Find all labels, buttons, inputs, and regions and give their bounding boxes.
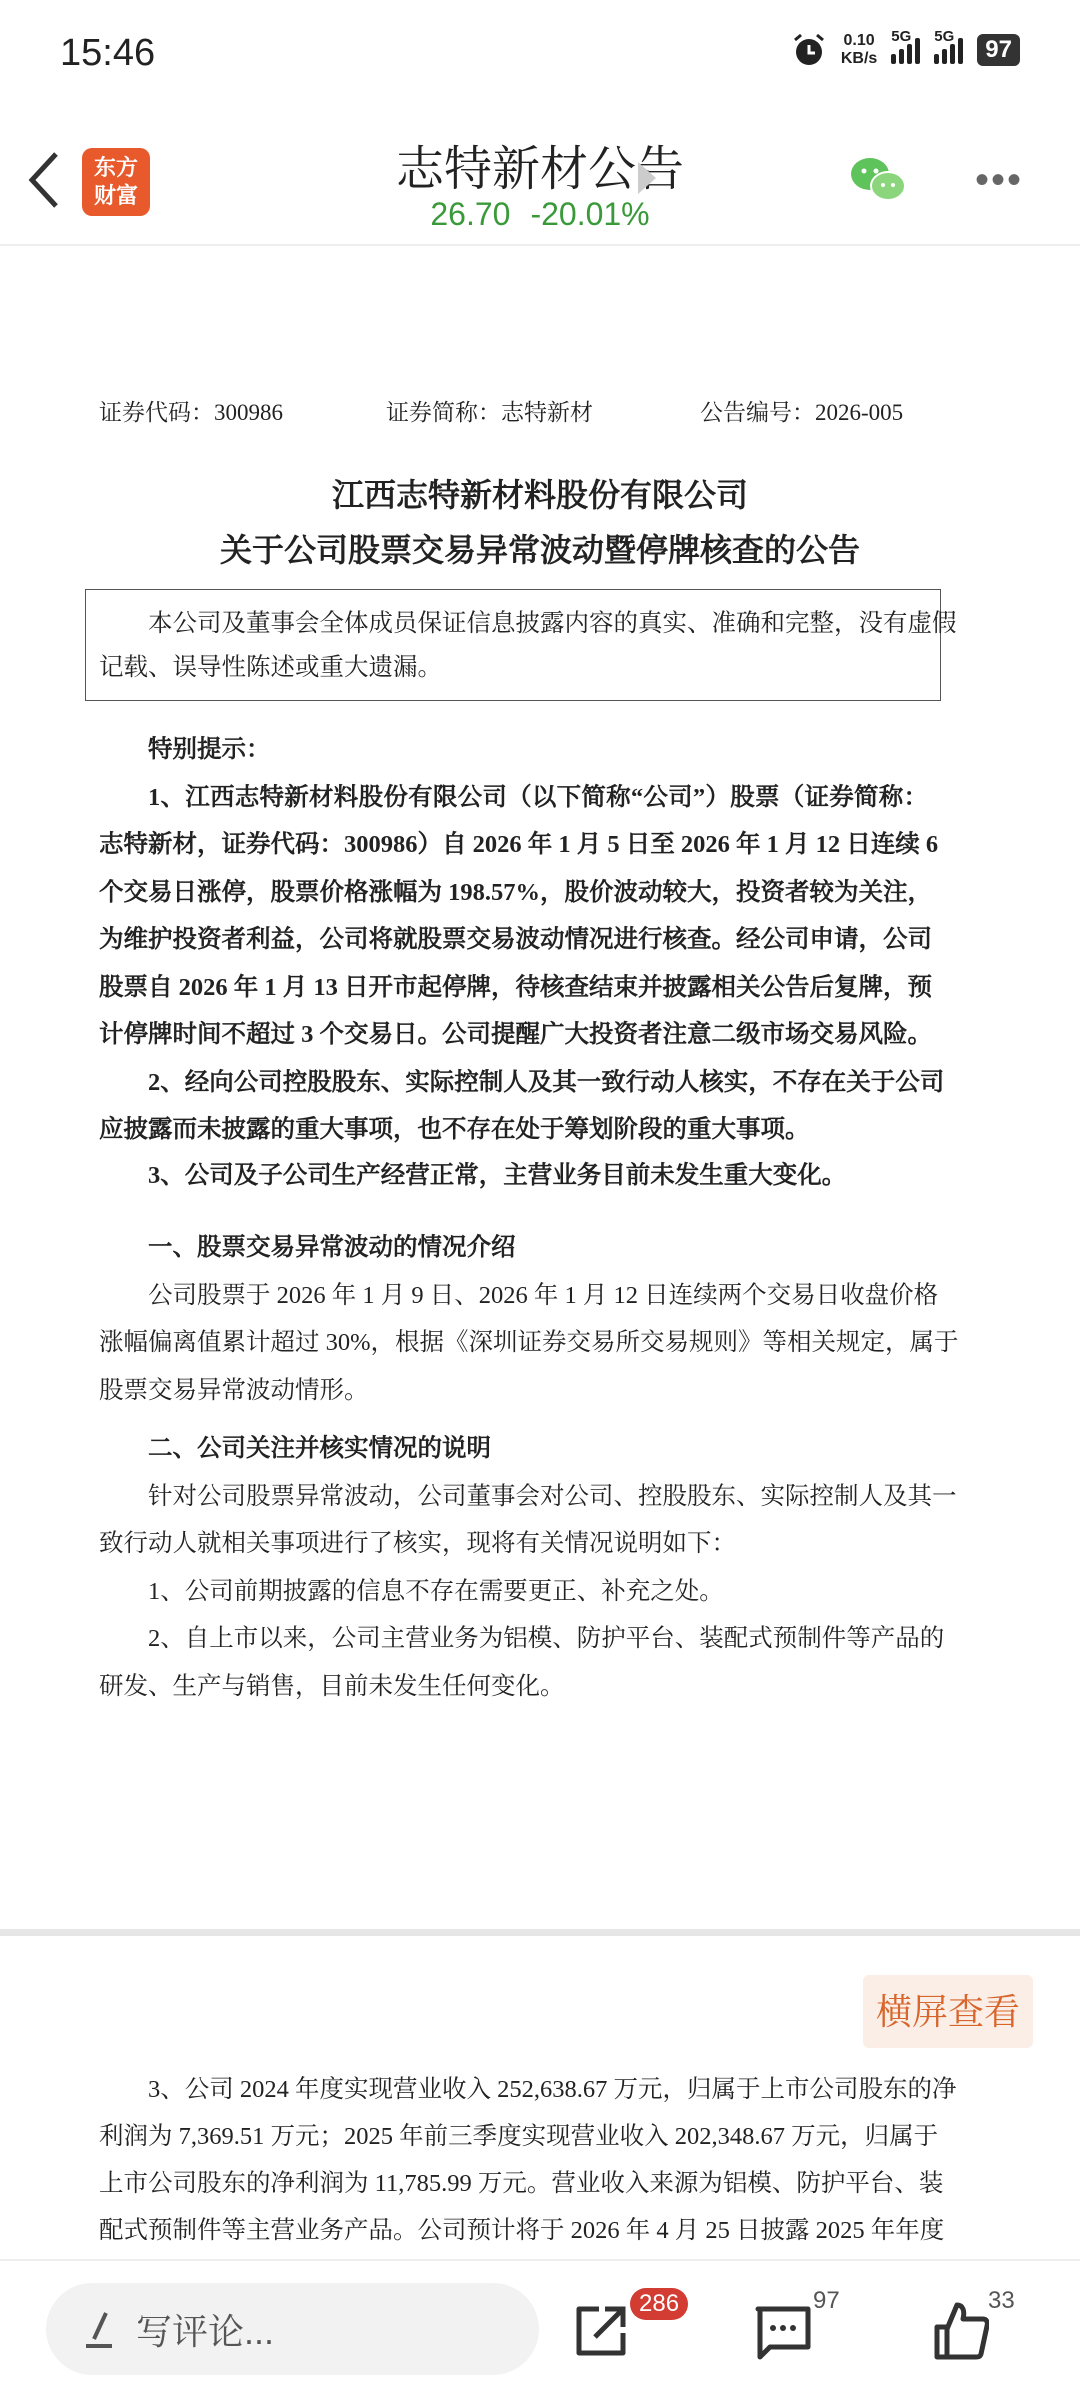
special-line: 个交易日涨停，股票价格涨幅为 198.57%，股价波动较大，投资者较为关注，: [99, 878, 932, 906]
stock-quote: [0, 196, 1080, 233]
announcement-number: 公告编号：2026-005: [700, 400, 904, 425]
page2-line: 配式预制件等主营业务产品。公司预计将于 2026 年 4 月 25 日披露 2025 年年度: [99, 2217, 945, 2244]
bottom-action-bar: [0, 2259, 1080, 2400]
more-options-icon[interactable]: •••: [975, 158, 1024, 202]
special-line: 志特新材，证券代码：300986）自 2026 年 1 月 5 日至 2026 年 1 月 12 日连续 6: [99, 831, 939, 858]
app-logo[interactable]: 东方 财富: [82, 148, 150, 216]
status-bar: [0, 0, 1080, 110]
wechat-share-icon[interactable]: [848, 154, 908, 206]
pencil-icon: [84, 2309, 114, 2349]
page-title: 志特新材公告: [395, 143, 684, 196]
special-line: 应披露而未披露的重大事项，也不存在处于筹划阶段的重大事项。: [99, 1116, 810, 1143]
page2-line: 利润为 7,369.51 万元；2025 年前三季度实现营业收入 202,348.67 万元，归属于: [99, 2123, 939, 2150]
security-name: 证券简称：志特新材: [386, 400, 593, 425]
special-heading: 特别提示：: [148, 736, 271, 763]
section-line: 涨幅偏离值累计超过 30%，根据《深圳证券交易所交易规则》等相关规定，属于: [99, 1329, 959, 1356]
stock-change: -20.01%: [530, 196, 650, 232]
section-line: 2、自上市以来，公司主营业务为铝模、防护平台、装配式预制件等产品的: [148, 1625, 945, 1652]
special-line: 1、江西志特新材料股份有限公司（以下简称“公司”）股票（证券简称：: [148, 783, 928, 811]
section-line: 研发、生产与销售，目前未发生任何变化。: [99, 1672, 565, 1700]
section-heading: 二、公司关注并核实情况的说明: [148, 1435, 491, 1462]
app-header: [0, 110, 1080, 246]
special-line: 股票自 2026 年 1 月 13 日开市起停牌，待核查结束并披露相关公告后复牌，预: [99, 973, 932, 1001]
section-line: 致行动人就相关事项进行了核实，现将有关情况说明如下：: [99, 1530, 736, 1557]
special-line: 为维护投资者利益，公司将就股票交易波动情况进行核查。经公司申请，公司: [99, 926, 932, 953]
caret-right-icon[interactable]: [638, 162, 656, 194]
status-icons: [791, 28, 1020, 68]
page2-line: 3、公司 2024 年度实现营业收入 252,638.67 万元，归属于上市公司股东的净: [148, 2076, 957, 2103]
clock: 15:46: [60, 32, 156, 74]
doc-title-company: 江西志特新材料股份有限公司: [331, 477, 748, 513]
battery-icon: 97: [977, 34, 1020, 66]
section-line: 1、公司前期披露的信息不存在需要更正、补充之处。: [148, 1577, 724, 1605]
share-count-badge: 286: [630, 2288, 688, 2320]
stock-price: 26.70: [430, 196, 511, 232]
statement-line: 记载、误导性陈述或重大遗漏。: [99, 654, 442, 681]
doc-title-subject: 关于公司股票交易异常波动暨停牌核查的公告: [219, 532, 860, 568]
network-speed: 0.10 KB/s: [840, 32, 878, 67]
page-divider: [0, 1929, 1080, 1936]
section-line: 公司股票于 2026 年 1 月 9 日、2026 年 1 月 12 日连续两个交易日收盘价格: [148, 1281, 939, 1309]
special-line: 计停牌时间不超过 3 个交易日。公司提醒广大投资者注意二级市场交易风险。: [99, 1021, 932, 1048]
like-icon[interactable]: [933, 2301, 989, 2361]
alarm-icon: [791, 32, 827, 68]
special-line: 3、公司及子公司生产经营正常，主营业务目前未发生重大变化。: [148, 1162, 847, 1189]
share-icon[interactable]: [573, 2303, 629, 2359]
section-line: 股票交易异常波动情形。: [99, 1376, 369, 1404]
comment-count: 97: [813, 2287, 840, 2314]
landscape-view-button[interactable]: 横屏查看: [863, 1975, 1033, 2048]
section-heading: 一、股票交易异常波动的情况介绍: [148, 1234, 516, 1261]
comment-input[interactable]: [46, 2283, 539, 2375]
page2-line: 上市公司股东的净利润为 11,785.99 万元。营业收入来源为铝模、防护平台、装: [99, 2170, 944, 2197]
signal-icon: 5G: [891, 36, 920, 64]
special-line: 2、经向公司控股股东、实际控制人及其一致行动人核实，不存在关于公司: [148, 1068, 945, 1096]
signal-icon: 5G: [934, 36, 963, 64]
comment-placeholder: 写评论...: [136, 2310, 275, 2352]
statement-line: 本公司及董事会全体成员保证信息披露内容的真实、准确和完整，没有虚假: [148, 610, 957, 637]
section-line: 针对公司股票异常波动，公司董事会对公司、控股股东、实际控制人及其一: [148, 1482, 957, 1510]
like-count: 33: [988, 2287, 1015, 2314]
comment-icon[interactable]: [754, 2305, 812, 2361]
security-code: 证券代码：300986: [99, 400, 283, 425]
